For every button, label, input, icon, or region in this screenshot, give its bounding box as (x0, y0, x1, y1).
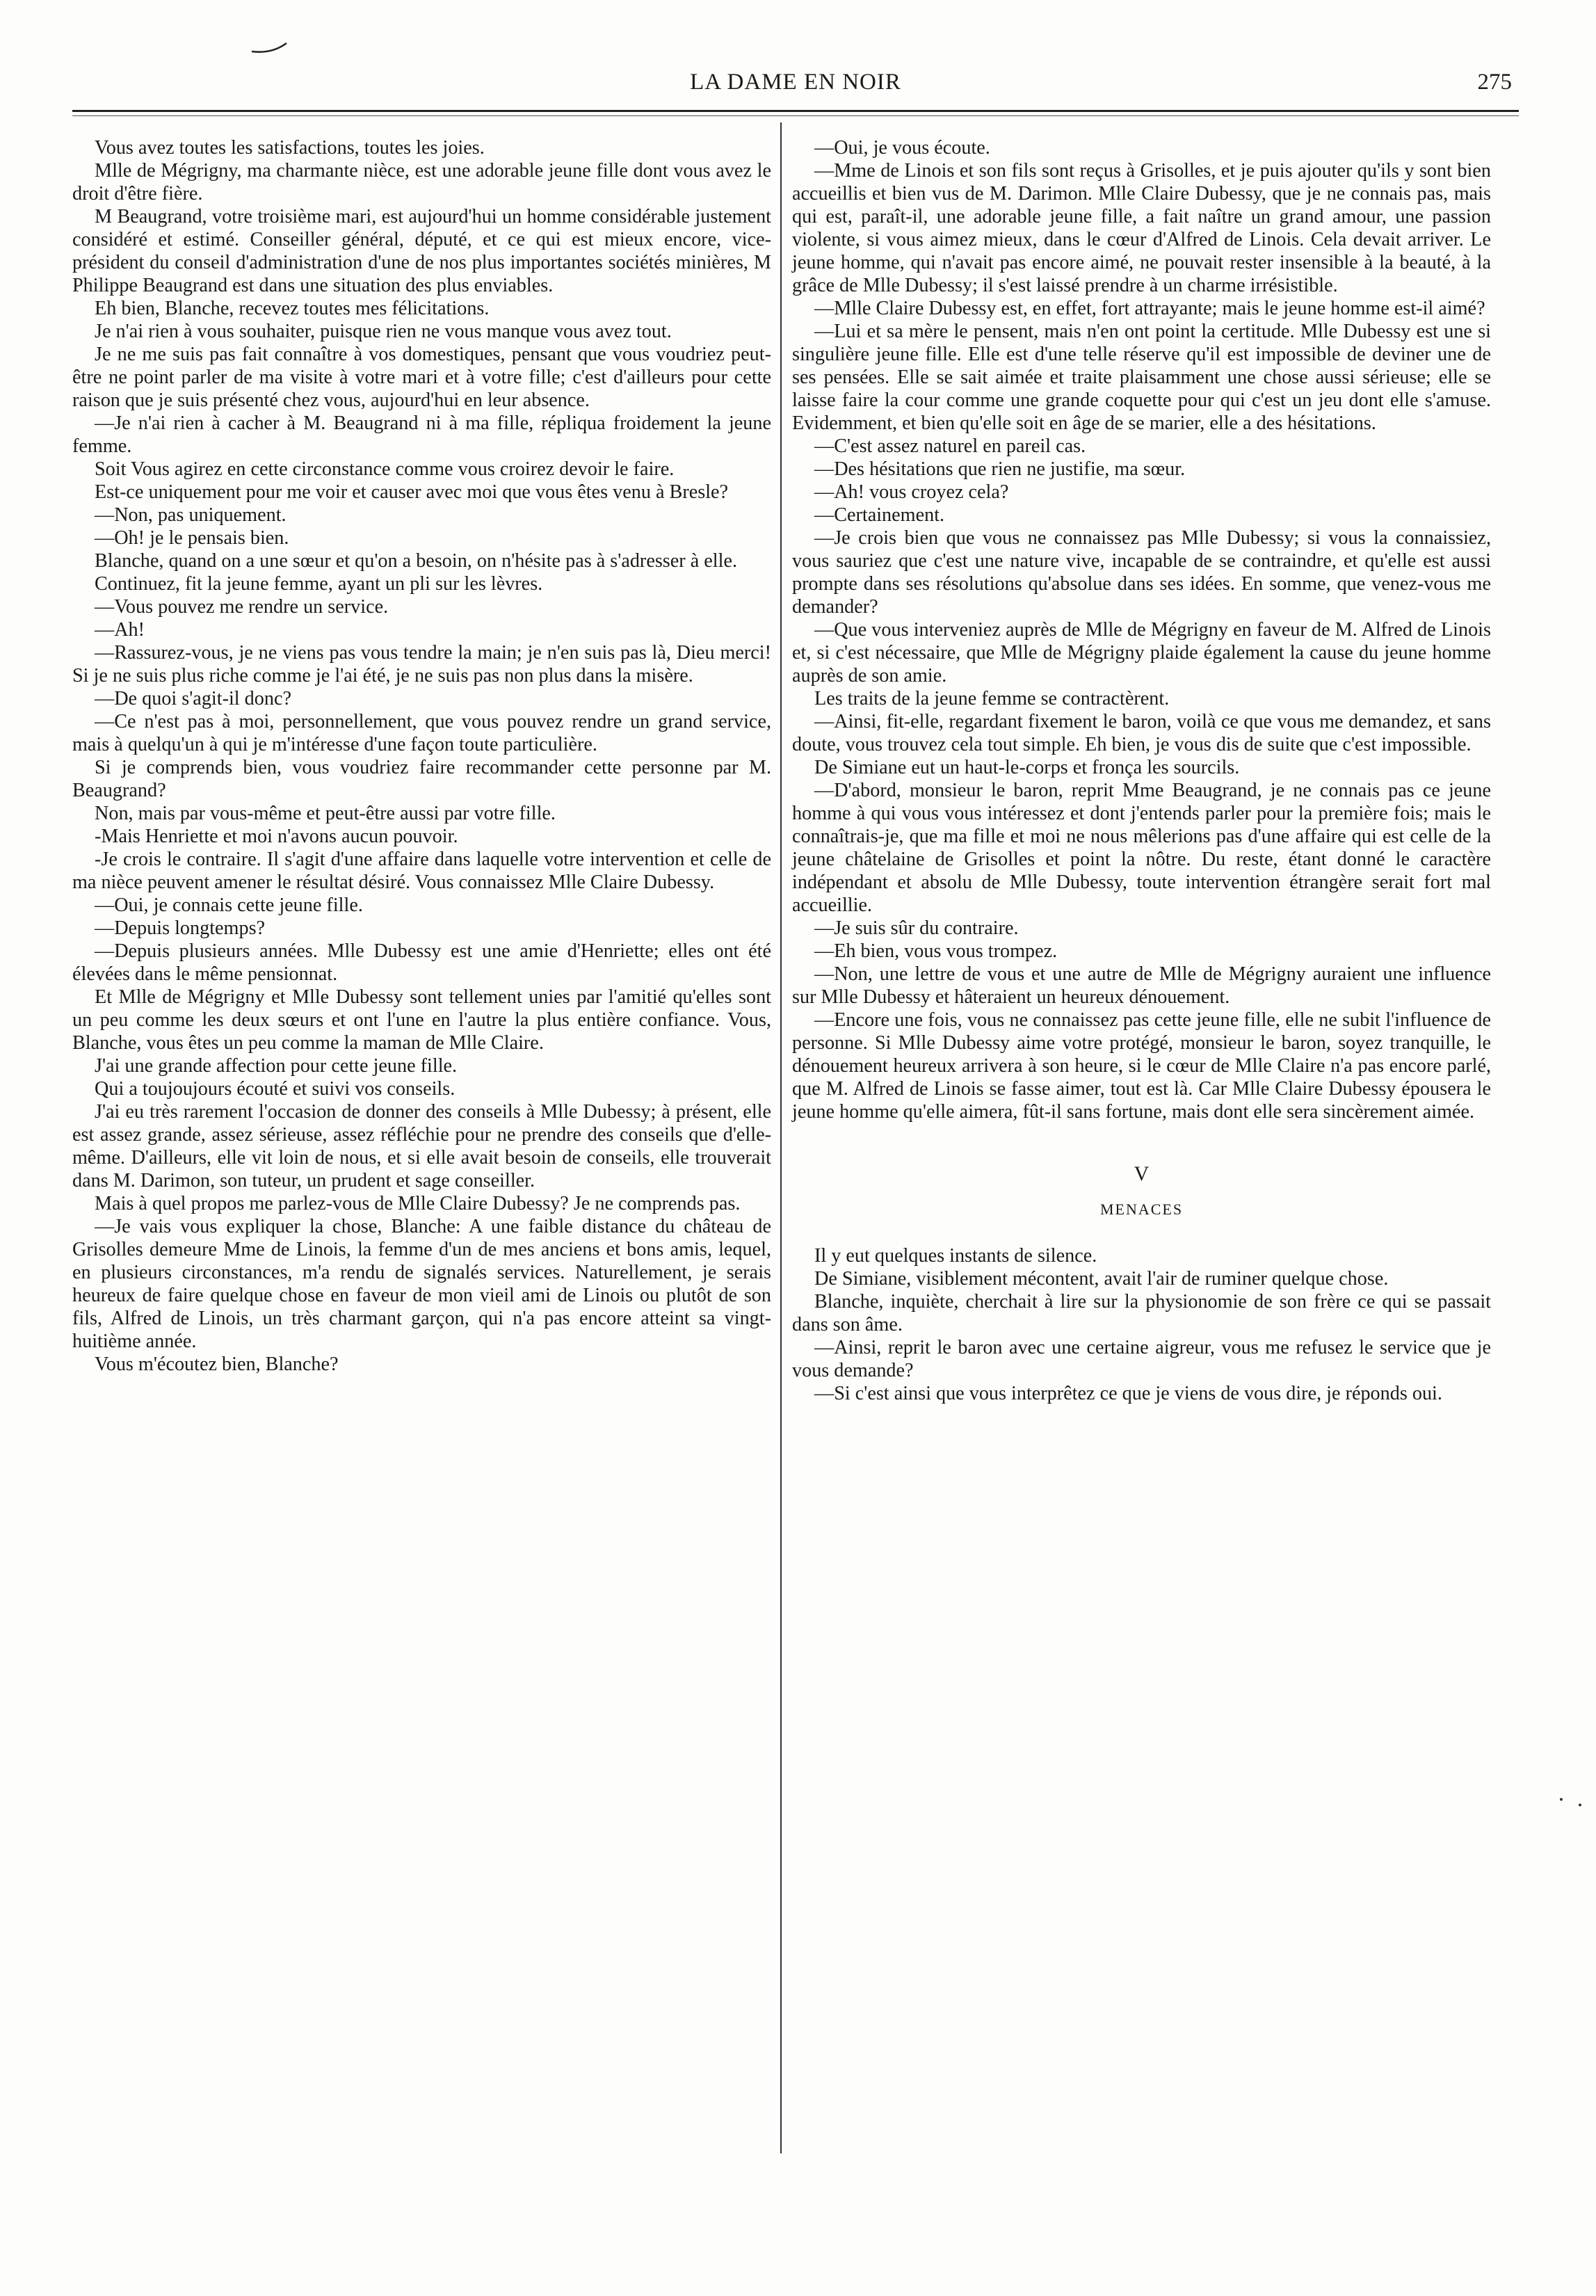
paragraph: —Depuis longtemps? (95, 917, 266, 939)
paragraph: Blanche, inquiète, cherchait à lire sur la physionomie de son frère ce qui se passait dans son âme. (792, 1291, 1491, 1335)
paragraph: Je n'ai rien à vous souhaiter, puisque rien ne vous manque vous avez tout. (95, 321, 672, 342)
paragraph: —Lui et sa mère le pensent, mais n'en ont point la certitude. Mlle Dubessy est une si singulière jeune fille. Elle est d'une telle réserve qu'il est impossible de deviner une de ses pensées. Elle se sait aimée et traite plaisamment une chose aussi sérieuse; elle se laisse faire la cour comme une grande coquette pour qui c'est un jeu dont elle s'amuse. Evidemment, et bien qu'elle soit en âge de se marier, elle a des hésitations. (792, 321, 1491, 434)
paragraph: —Je suis sûr du contraire. (814, 917, 1019, 939)
paragraph: —Ainsi, fit-elle, regardant fixement le baron, voilà ce que vous me demandez, et sans doute, vous trouvez cela tout simple. Eh bien, je vous dis de suite que c'est impossible. (792, 711, 1491, 755)
paragraph: —D'abord, monsieur le baron, reprit Mme Beaugrand, je ne connais pas ce jeune homme à qui vous vous intéressez et dont j'entends parler pour la première fois; mais le connaîtrais-je, que ma fille et moi ne nous mêlerions pas d'une affaire qui est celle de la jeune châtelaine de Grisolles et point la nôtre. Du reste, étant donné le caractère indépendant et absolu de Mlle Dubessy, toute intervention étrangère serait fort mal accueillie. (792, 780, 1491, 916)
paragraph: —Je crois bien que vous ne connaissez pas Mlle Dubessy; si vous la connaissiez, vous sauriez que c'est une nature vive, incapable de se contraindre, et qu'elle est aussi prompte dans ses résolutions qu'absolue dans ses idées. En somme, que venez-vous me demander? (792, 527, 1491, 618)
paragraph: Blanche, quand on a une sœur et qu'on a besoin, on n'hésite pas à s'adresser à elle. (95, 550, 738, 572)
paragraph: -Mais Henriette et moi n'avons aucun pouvoir. (95, 826, 458, 847)
paragraph: De Simiane, visiblement mécontent, avait l'air de ruminer quelque chose. (814, 1268, 1389, 1290)
paragraph: —Oh! je le pensais bien. (95, 527, 289, 549)
ink-stroke-mark (250, 39, 289, 56)
paragraph: —Si c'est ainsi que vous interprêtez ce que je viens de vous dire, je réponds oui. (814, 1383, 1442, 1404)
header-rule (72, 110, 1519, 112)
paragraph: -Je crois le contraire. Il s'agit d'une affaire dans laquelle votre intervention et celle de ma nièce peuvent amener le résultat désiré. Vous connaissez Mlle Claire Dubessy. (72, 849, 771, 893)
paragraph: —Non, une lettre de vous et une autre de Mlle de Mégrigny auraient une influence sur Mlle Dubessy et hâteraient un heureux dénouement. (792, 963, 1491, 1008)
paragraph: Je ne me suis pas fait connaître à vos domestiques, pensant que vous voudriez peut-être ne point parler de ma visite à votre mari et à votre fille; c'est d'ailleurs pour cette raison que je suis présenté chez vous, aujourd'hui en leur absence. (72, 344, 771, 411)
page-number: 275 (1477, 70, 1512, 95)
paragraph: —Non, pas uniquement. (95, 504, 287, 526)
paragraph: —Encore une fois, vous ne connaissez pas cette jeune fille, elle ne subit l'influence de personne. Si Mlle Dubessy aime votre protégé, monsieur le baron, soyez tranquille, le dénouement heureux arrivera à son heure, si le cœur de Mlle Claire n'a pas encore parlé, que M. Alfred de Linois se fasse aimer, tout est là. Car Mlle Claire Dubessy épousera le jeune homme qu'elle aimera, fût-il sans fortune, mais dont elle sera sincèrement aimée. (792, 1009, 1491, 1123)
paragraph: De Simiane eut un haut-le-corps et fronça les sourcils. (814, 757, 1240, 778)
paragraph: J'ai eu très rarement l'occasion de donner des conseils à Mlle Dubessy; à présent, elle est assez grande, assez sérieuse, assez réfléchie pour ne prendre des conseils que d'elle-même. D'ailleurs, elle vit loin de nous, et si elle avait besoin de conseils, elle trouverait dans M. Darimon, son tuteur, un prudent et sage conseiller. (72, 1101, 771, 1191)
paragraph: Les traits de la jeune femme se contractèrent. (814, 688, 1170, 709)
paragraph: Est-ce uniquement pour me voir et causer avec moi que vous êtes venu à Bresle? (95, 481, 729, 503)
paragraph: —Oui, je vous écoute. (814, 137, 990, 159)
running-title: LA DAME EN NOIR (690, 70, 901, 95)
paragraph: —Mlle Claire Dubessy est, en effet, fort attrayante; mais le jeune homme est-il aimé? (814, 298, 1485, 319)
paragraph: M Beaugrand, votre troisième mari, est aujourd'hui un homme considérable justement considéré et estimé. Conseiller général, député, et ce qui est mieux encore, vice-président du conseil d'administration d'une de nos plus importantes sociétés minières, M Philippe Beaugrand est dans une situation des plus enviables. (72, 206, 771, 296)
paragraph: —Je n'ai rien à cacher à M. Beaugrand ni à ma fille, répliqua froidement la jeune femme. (72, 412, 771, 457)
paragraph: —Oui, je connais cette jeune fille. (95, 894, 363, 916)
paragraph: Mlle de Mégrigny, ma charmante nièce, est une adorable jeune fille dont vous avez le droit d'être fière. (72, 160, 771, 204)
paragraph: —Ce n'est pas à moi, personnellement, que vous pouvez rendre un grand service, mais à quelqu'un à qui je m'intéresse d'une façon toute particulière. (72, 711, 771, 755)
chapter-title: MENACES (1099, 1201, 1184, 1218)
paragraph: Et Mlle de Mégrigny et Mlle Dubessy sont tellement unies par l'amitié qu'elles sont un peu comme les deux sœurs et ont l'une en l'autre la plus entière confiance. Vous, Blanche, vous êtes un peu comme la maman de Mlle Claire. (72, 986, 771, 1054)
paragraph: —Que vous interveniez auprès de Mlle de Mégrigny en faveur de M. Alfred de Linois et, si c'est nécessaire, que Mlle de Mégrigny plaide également la cause du jeune homme auprès de son amie. (792, 619, 1491, 687)
ink-speck (1579, 1804, 1581, 1806)
right-column (792, 136, 1491, 1405)
paragraph: —Depuis plusieurs années. Mlle Dubessy est une amie d'Henriette; elles ont été élevées dans le même pensionnat. (72, 940, 771, 985)
paragraph: Eh bien, Blanche, recevez toutes mes félicitations. (95, 298, 490, 319)
page-header (72, 67, 1519, 109)
paragraph: J'ai une grande affection pour cette jeune fille. (95, 1055, 458, 1077)
paragraph: —Des hésitations que rien ne justifie, ma sœur. (814, 458, 1186, 480)
paragraph: —Eh bien, vous vous trompez. (814, 940, 1058, 962)
paragraph: —Rassurez-vous, je ne viens pas vous tendre la main; je n'en suis pas là, Dieu merci! Si je ne suis plus riche comme je l'ai été, je ne suis pas non plus dans la misère. (72, 642, 771, 687)
paragraph: Mais à quel propos me parlez-vous de Mlle Claire Dubessy? Je ne comprends pas. (95, 1193, 741, 1214)
header-rule-thin (72, 115, 1519, 116)
paragraph: —Ainsi, reprit le baron avec une certaine aigreur, vous me refusez le service que je vous demande? (792, 1337, 1491, 1381)
paragraph: —De quoi s'agit-il donc? (95, 688, 291, 709)
chapter-number: V (1134, 1162, 1150, 1185)
paragraph: Vous avez toutes les satisfactions, toutes les joies. (95, 137, 485, 159)
paragraph: Il y eut quelques instants de silence. (814, 1245, 1097, 1267)
paragraph: Non, mais par vous-même et peut-être aussi par votre fille. (95, 803, 556, 824)
paragraph: —Certainement. (814, 504, 945, 526)
paragraph: —Ah! vous croyez cela? (814, 481, 1009, 503)
paragraph: Vous m'écoutez bien, Blanche? (95, 1354, 339, 1375)
paragraph: Si je comprends bien, vous voudriez faire recommander cette personne par M. Beaugrand? (72, 757, 771, 801)
left-column (72, 136, 771, 1376)
paragraph: Soit Vous agirez en cette circonstance comme vous croirez devoir le faire. (95, 458, 675, 480)
paragraph: —Ah! (95, 619, 145, 641)
paragraph: —Je vais vous expliquer la chose, Blanche: A une faible distance du château de Grisolles demeure Mme de Linois, la femme d'un de mes anciens et bons amis, lequel, en plusieurs circonstances, m'a rendu de signalés services. Naturellement, je serais heureux de faire quelque chose en faveur de mon vieil ami de Linois ou plutôt de son fils, Alfred de Linois, un très charmant garçon, qui n'a pas encore atteint sa vingt-huitième année. (72, 1216, 771, 1352)
paragraph: —Mme de Linois et son fils sont reçus à Grisolles, et je puis ajouter qu'ils y sont bien accueillis et bien vus de M. Darimon. Mlle Claire Dubessy, que je ne connais pas, mais qui est, paraît-il, une adorable jeune fille, a fait naître un grand amour, une passion violente, si vous aimez mieux, dans le cœur d'Alfred de Linois. Cela devait arriver. Le jeune homme, qui n'avait pas encore aimé, ne pouvait rester insensible à la beauté, à la grâce de Mlle Dubessy; il s'est laissé prendre à un charme irrésistible. (792, 160, 1491, 296)
ink-speck (1560, 1798, 1563, 1801)
column-divider (780, 122, 782, 2153)
paragraph: —Vous pouvez me rendre un service. (95, 596, 389, 618)
paragraph: Qui a toujoujours écouté et suivi vos conseils. (95, 1078, 456, 1100)
paragraph: Continuez, fit la jeune femme, ayant un pli sur les lèvres. (95, 573, 543, 595)
paragraph: —C'est assez naturel en pareil cas. (814, 435, 1086, 457)
